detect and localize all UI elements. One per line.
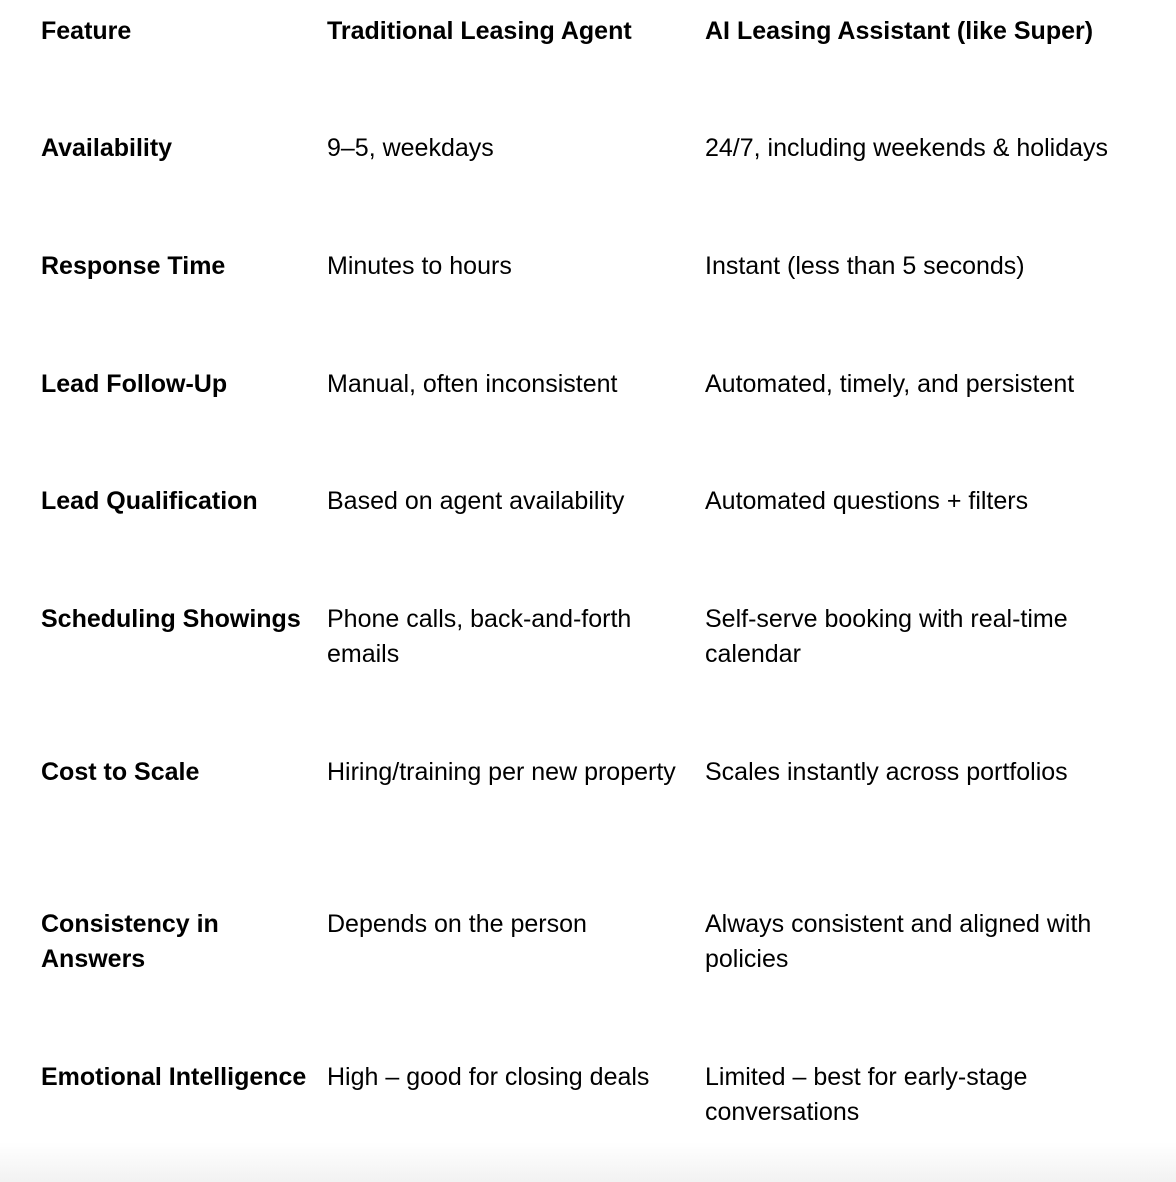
ai-cell (705, 131, 1145, 249)
feature-label: Scheduling Showings (41, 605, 301, 633)
page-bottom-fade (0, 1142, 1176, 1182)
feature-label: Emotional Intelligence (41, 1063, 307, 1091)
feature-cell (41, 249, 327, 367)
table-header (41, 14, 1145, 131)
traditional-cell (327, 484, 705, 602)
feature-label: Lead Follow-Up (41, 370, 228, 398)
traditional-value: 9–5, weekdays (327, 134, 494, 162)
ai-value: Self-serve booking with real-time calendar (705, 605, 1068, 668)
feature-cell (41, 755, 327, 907)
ai-value: Limited – best for early-stage conversations (705, 1063, 1028, 1126)
ai-value: Instant (less than 5 seconds) (705, 252, 1025, 280)
ai-value: Automated, timely, and persistent (705, 370, 1075, 398)
traditional-value: Depends on the person (327, 910, 587, 938)
traditional-cell (327, 755, 705, 907)
feature-cell (41, 484, 327, 602)
header-traditional-agent: Traditional Leasing Agent (327, 17, 632, 45)
traditional-value: Phone calls, back-and-forth emails (327, 605, 632, 668)
table-row (41, 367, 1145, 484)
ai-cell (705, 249, 1145, 367)
header-ai-assistant: AI Leasing Assistant (like Super) (705, 17, 1094, 45)
ai-value: 24/7, including weekends & holidays (705, 134, 1109, 162)
ai-value: Scales instantly across portfolios (705, 758, 1068, 786)
table-row (41, 602, 1145, 755)
feature-label: Lead Qualification (41, 487, 258, 515)
feature-cell (41, 907, 327, 1060)
traditional-value: Hiring/training per new property (327, 758, 676, 786)
feature-label: Consistency in Answers (41, 910, 219, 973)
ai-cell (705, 602, 1145, 755)
traditional-cell (327, 249, 705, 367)
ai-value: Always consistent and aligned with policies (705, 910, 1092, 973)
feature-label: Cost to Scale (41, 758, 200, 786)
feature-cell (41, 367, 327, 484)
traditional-value: Manual, often inconsistent (327, 370, 618, 398)
ai-cell (705, 907, 1145, 1060)
table-row (41, 907, 1145, 1060)
table-row (41, 484, 1145, 602)
table-row (41, 131, 1145, 249)
traditional-value: Minutes to hours (327, 252, 512, 280)
traditional-cell (327, 131, 705, 249)
header-feature: Feature (41, 17, 132, 45)
feature-label: Availability (41, 134, 173, 162)
header-row (41, 14, 1145, 131)
ai-value: Automated questions + filters (705, 487, 1029, 515)
ai-cell (705, 484, 1145, 602)
traditional-cell (327, 907, 705, 1060)
feature-cell (41, 131, 327, 249)
traditional-value: Based on agent availability (327, 487, 625, 515)
traditional-cell (327, 367, 705, 484)
traditional-value: High – good for closing deals (327, 1063, 650, 1091)
comparison-table (41, 14, 1145, 1160)
table-body (41, 131, 1145, 1160)
table-row (41, 755, 1145, 907)
table-row (41, 249, 1145, 367)
ai-cell (705, 367, 1145, 484)
traditional-cell (327, 602, 705, 755)
feature-cell (41, 602, 327, 755)
feature-label: Response Time (41, 252, 226, 280)
ai-cell (705, 755, 1145, 907)
